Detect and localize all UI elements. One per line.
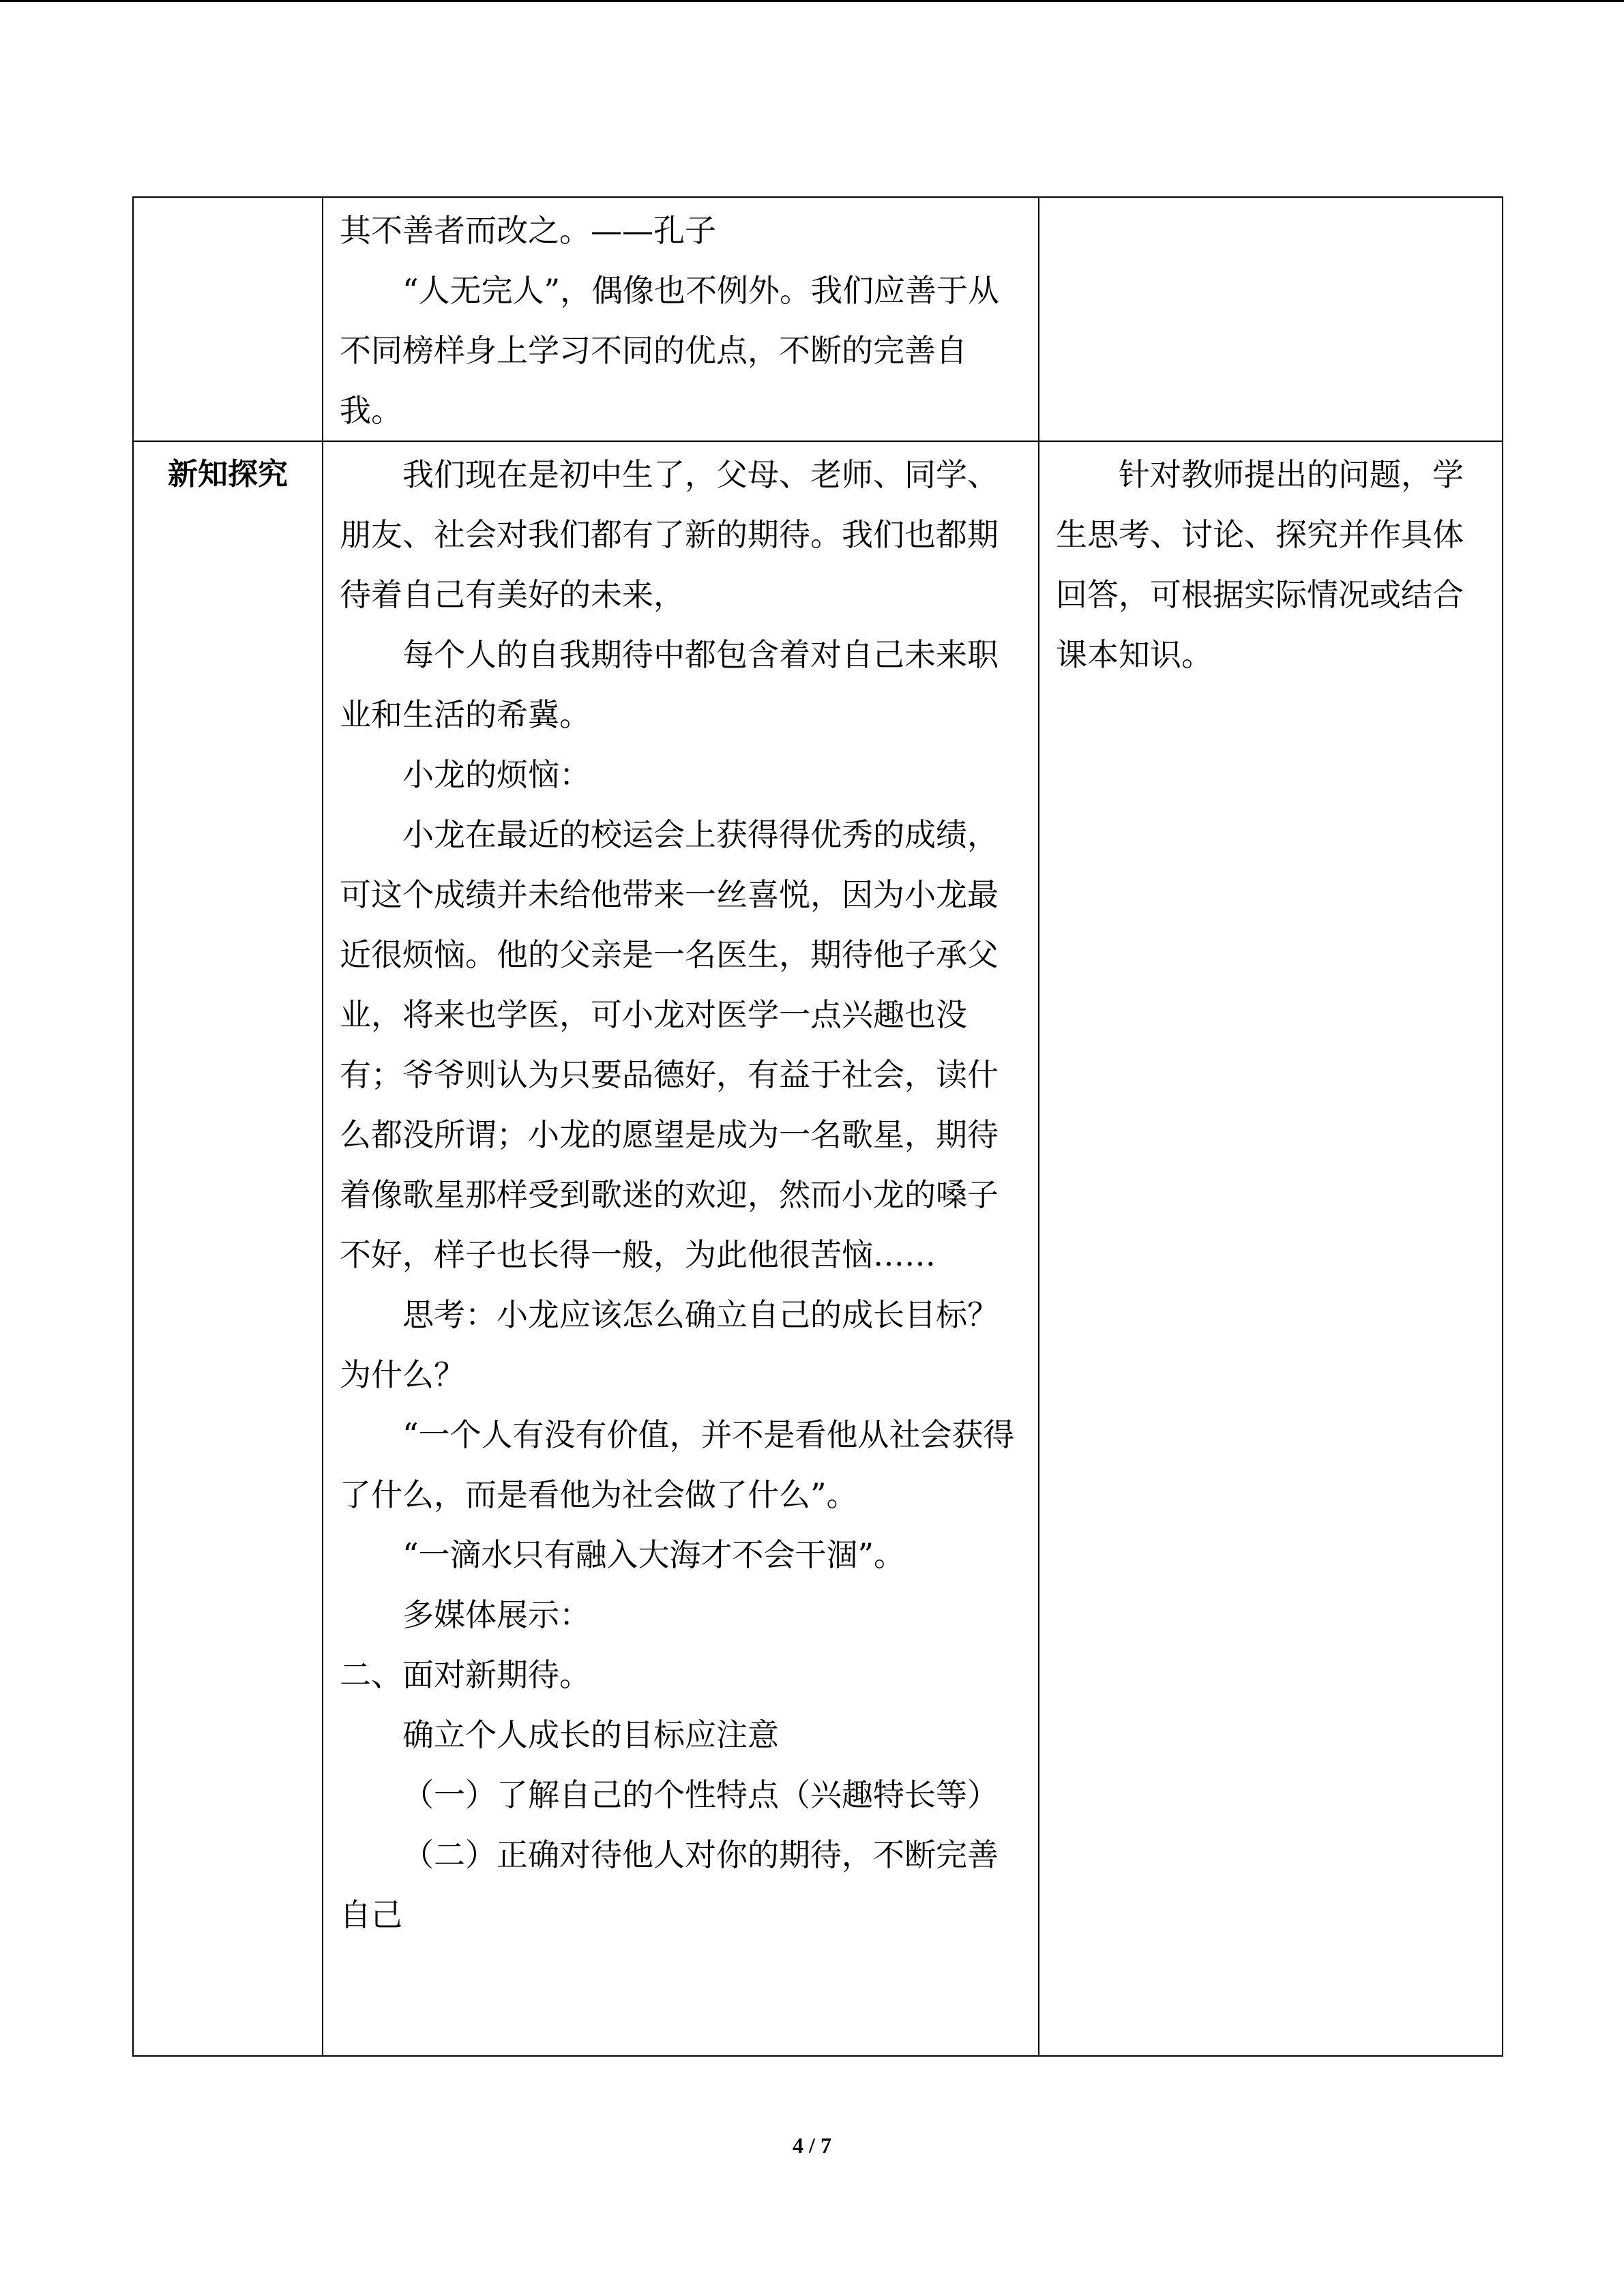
page-number: 4 / 7 [793, 2133, 831, 2158]
paragraph: （二）正确对待他人对你的期待，不断完善自己 [340, 1836, 999, 1933]
paragraph: 每个人的自我期待中都包含着对自己未来职业和生活的希冀。 [340, 636, 999, 733]
table-row [133, 441, 1503, 2056]
paragraph: 我们现在是初中生了，父母、老师、同学、朋友、社会对我们都有了新的期待。我们也都期待着自己有美好的未来， [340, 456, 999, 613]
paragraph: “一滴水只有融入大海才不会干涸”。 [402, 1536, 906, 1573]
teacher-content [323, 442, 1038, 1945]
paragraph: 其不善者而改之。——孔子 [340, 212, 716, 249]
paragraph: （一）了解自己的个性特点（兴趣特长等） [402, 1776, 999, 1813]
row1-activity-cell [1039, 197, 1503, 441]
paragraph: 小龙在最近的校运会上获得得优秀的成绩，可这个成绩并未给他带来一丝喜悦，因为小龙最近很烦恼。他的父亲是一名医生，期待他子承父业，将来也学医，可小龙对医学一点兴趣也没有；爷爷则认为只要品德好，有益于社会，读什么都没所谓；小龙的愿望是成为一名歌星，期待着像歌星那样受到歌迷的欢迎，然而小龙的嗓子不好，样子也长得一般，为此他很苦恼…… [340, 816, 999, 1273]
lesson-plan-table [132, 196, 1503, 2057]
student-activity [1039, 442, 1502, 685]
paragraph: 二、面对新期待。 [340, 1656, 591, 1693]
section-label-new-knowledge: 新知探究 [168, 457, 288, 492]
paragraph: 确立个人成长的目标应注意 [402, 1716, 779, 1753]
row1-content [323, 198, 1038, 441]
row1-label-cell [133, 197, 323, 441]
paragraph: “一个人有没有价值，并不是看他从社会获得了什么，而是看他为社会做了什么”。 [340, 1416, 1015, 1513]
page-top-border [0, 0, 1624, 2]
paragraph: 多媒体展示： [402, 1596, 591, 1633]
row2-label-cell [133, 441, 323, 2056]
table-row [133, 197, 1503, 441]
paragraph: 针对教师提出的问题，学生思考、讨论、探究并作具体回答，可根据实际情况或结合课本知识。 [1056, 456, 1464, 673]
paragraph: “人无完人”，偶像也不例外。我们应善于从不同榜样身上学习不同的优点，不断的完善自我。 [340, 272, 1000, 429]
paragraph: 小龙的烦恼： [402, 756, 591, 793]
row1-content-cell [323, 197, 1039, 441]
row1-label [134, 198, 322, 200]
row2-content-cell [323, 441, 1039, 2056]
row1-activity [1039, 198, 1502, 200]
paragraph: 思考：小龙应该怎么确立自己的成长目标？为什么？ [340, 1296, 999, 1393]
row2-activity-cell [1039, 441, 1503, 2056]
